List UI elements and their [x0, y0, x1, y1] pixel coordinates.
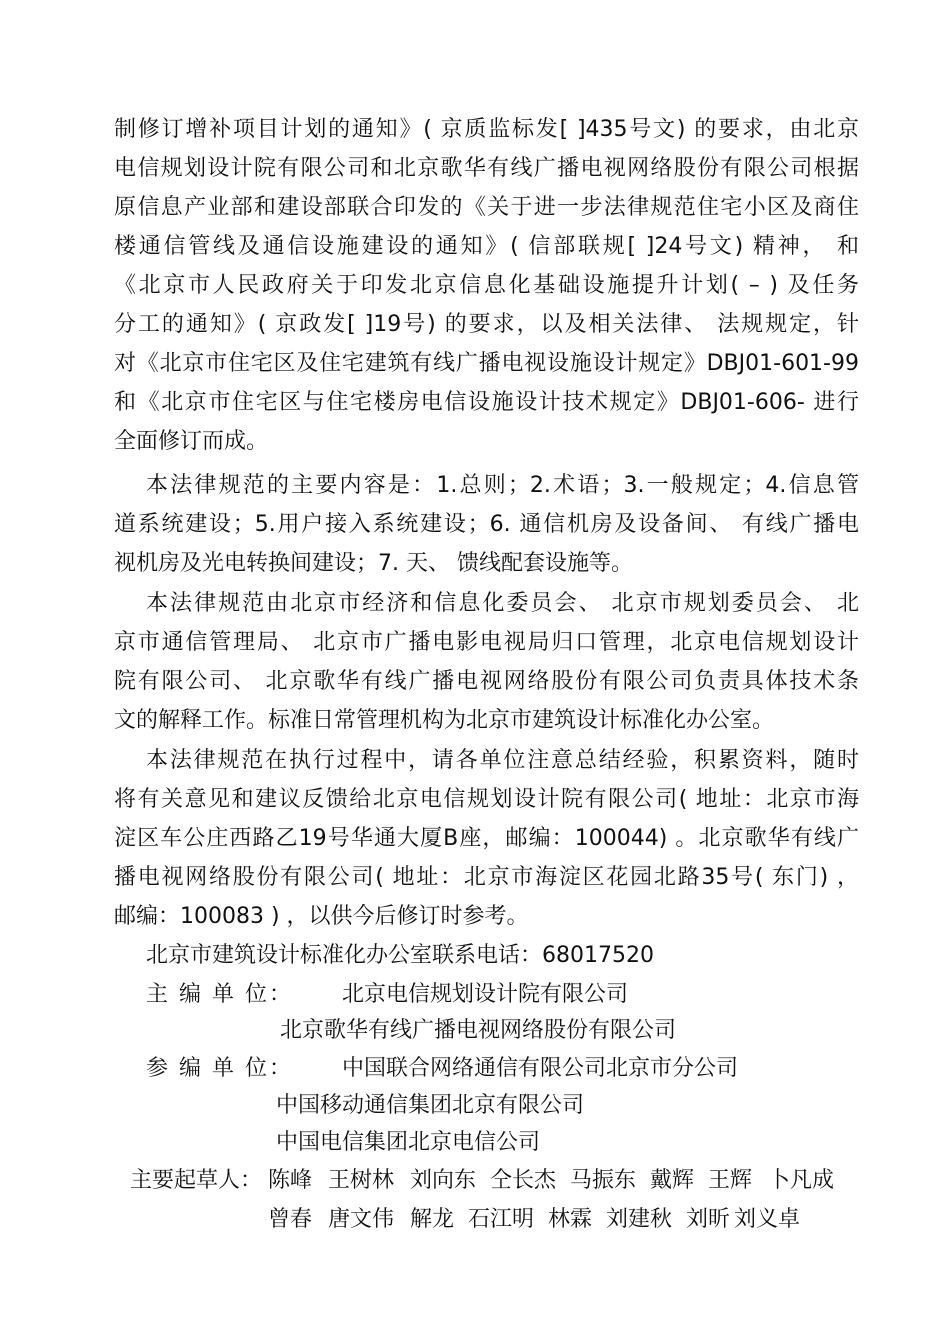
drafter-name: 仝长杰	[490, 1168, 557, 1193]
drafter-name: 唐文伟	[328, 1207, 395, 1232]
drafter-name: 王辉	[708, 1168, 753, 1193]
content-line-3: 视机房及光电转换间建设；7. 天、 馈线配套设施等。	[114, 551, 633, 576]
intro-line-6: 分工的通知》( 京政发[ ]19号) 的要求，以及相关法律、 法规规定，针	[114, 312, 859, 337]
chief-editor-label: 主 编 单 位：	[146, 982, 293, 1007]
drafter-name: 解龙	[410, 1207, 455, 1232]
drafter-name: 卜凡成	[768, 1168, 835, 1193]
intro-line-1: 制修订增补项目计划的通知》( 京质监标发[ ]435号文) 的要求，由北京	[114, 117, 859, 142]
management-line-2: 京市通信管理局、 北京市广播电影电视局归口管理，北京电信规划设计	[114, 630, 859, 655]
feedback-line-4: 播电视网络股份有限公司( 地址：北京市海淀区花园北路35号( 东门) ，	[114, 865, 859, 890]
intro-line-8: 和《北京市住宅区与住宅楼房电信设施设计技术规定》DBJ01-606- 进行	[114, 390, 859, 415]
drafter-name: 林霖	[548, 1207, 593, 1232]
intro-line-5: 《北京市人民政府关于印发北京信息化基础设施提升计划( – ) 及任务	[114, 273, 859, 298]
drafter-name: 戴辉	[650, 1168, 695, 1193]
drafter-name: 石江明	[468, 1207, 535, 1232]
intro-line-2: 电信规划设计院有限公司和北京歌华有线广播电视网络股份有限公司根据	[114, 156, 859, 181]
chief-editor-unit-1: 北京电信规划设计院有限公司	[342, 982, 629, 1007]
participating-editor-unit-3: 中国电信集团北京电信公司	[276, 1130, 541, 1155]
intro-line-9: 全面修订而成。	[114, 429, 269, 454]
feedback-line-5: 邮编：100083 ) ，以供今后修订时参考。	[114, 904, 529, 929]
management-line-3: 院有限公司、 北京歌华有线广播电视网络股份有限公司负责具体技术条	[114, 669, 859, 694]
participating-editor-unit-1: 中国联合网络通信有限公司北京市分公司	[342, 1056, 739, 1081]
participating-editor-label: 参 编 单 位：	[146, 1056, 293, 1081]
intro-line-7: 对《北京市住宅区及住宅建筑有线广播电视设施设计规定》DBJ01-601-99	[114, 351, 859, 376]
intro-line-4: 楼通信管线及通信设施建设的通知》( 信部联规[ ]24号文) 精神， 和	[114, 234, 859, 259]
management-line-4: 文的解释工作。标准日常管理机构为北京市建筑设计标准化办公室。	[114, 708, 775, 733]
feedback-line-2: 将有关意见和建议反馈给北京电信规划设计院有限公司( 地址：北京市海	[114, 787, 859, 812]
content-line-1: 本法律规范的主要内容是：1.总则；2.术语；3.一般规定；4.信息管	[146, 473, 859, 498]
drafter-name: 曾春	[268, 1207, 313, 1232]
drafter-name: 陈峰	[268, 1168, 313, 1193]
management-line-1: 本法律规范由北京市经济和信息化委员会、 北京市规划委员会、 北	[146, 591, 859, 616]
drafter-name: 马振东	[570, 1168, 637, 1193]
contact-phone-line: 北京市建筑设计标准化办公室联系电话：68017520	[146, 943, 654, 968]
intro-line-3: 原信息产业部和建设部联合印发的《关于进一步法律规范住宅小区及商住	[114, 195, 859, 220]
feedback-line-1: 本法律规范在执行过程中，请各单位注意总结经验，积累资料，随时	[146, 748, 859, 773]
participating-editor-unit-2: 中国移动通信集团北京有限公司	[276, 1093, 585, 1118]
chief-editor-unit-2: 北京歌华有线广播电视网络股份有限公司	[280, 1018, 677, 1043]
content-line-2: 道系统建设；5.用户接入系统建设；6. 通信机房及设备间、 有线广播电	[114, 512, 859, 537]
drafter-name: 刘建秋	[606, 1207, 673, 1232]
drafter-name: 刘义卓	[734, 1207, 801, 1232]
drafter-name: 刘昕	[686, 1207, 731, 1232]
drafter-name: 王树林	[328, 1168, 395, 1193]
drafters-label: 主要起草人：	[130, 1168, 263, 1193]
feedback-line-3: 淀区车公庄西路乙19号华通大厦B座，邮编：100044) 。北京歌华有线广	[114, 826, 859, 851]
drafter-name: 刘向东	[410, 1168, 477, 1193]
